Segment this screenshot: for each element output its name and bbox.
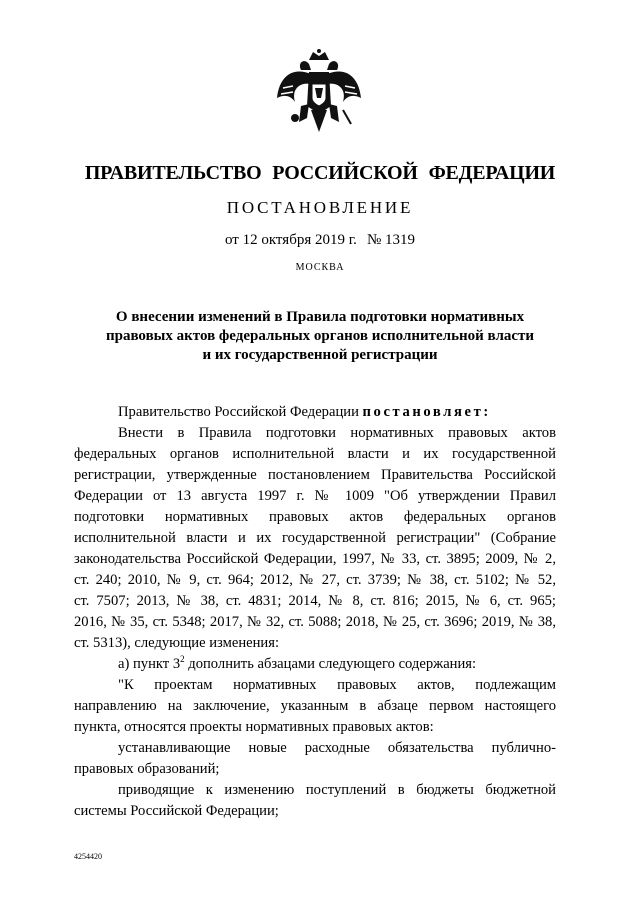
item-a-suffix: дополнить абзацами следующего содержания: [184, 656, 477, 672]
body-line: ст. 7507; 2013, № 38, ст. 4831; 2014, № 8, ст. 816; 2015, № 6, ст. 965; [74, 593, 556, 609]
document-subject [100, 308, 540, 365]
item-a-line [74, 654, 556, 675]
body-line: Федерации от 13 августа 1997 г. № 1009 "Об утверждении Правил [74, 488, 556, 504]
item-a-superscript: 2 [180, 654, 185, 665]
subject-line: и их государственной регистрации [202, 347, 438, 363]
quote-line: правовых образований; [74, 761, 220, 777]
body-line: 2016, № 35, ст. 5348; 2017, № 32, ст. 5088; 2018, № 25, ст. 3696; 2019, № 38, [74, 614, 556, 630]
subject-line: правовых актов федеральных органов исполнительной власти [105, 328, 535, 344]
document-date-number [0, 232, 640, 249]
document-date: от 12 октября 2019 г. [224, 232, 357, 248]
document-number: № 1319 [366, 232, 415, 248]
body-line: законодательства Российской Федерации, 1997, № 33, ст. 3895; 2009, № 2, [74, 551, 556, 567]
city: МОСКВА [295, 262, 345, 273]
quote-line: приводящие к изменению поступлений в бюджеты бюджетной [118, 782, 556, 798]
item-a-prefix: а) пункт 3 [118, 656, 181, 672]
document-body [74, 402, 556, 822]
government-title: ПРАВИТЕЛЬСТВО РОССИЙСКОЙ ФЕДЕРАЦИИ [84, 162, 556, 184]
quote-line: направлению на заключение, указанным в абзаце первом настоящего [74, 698, 556, 714]
intro-decree-word: постановляет: [362, 404, 491, 420]
body-line: подготовки нормативных правовых актов федеральных органов [74, 509, 556, 525]
body-line: федеральных органов исполнительной власти и их государственной [74, 446, 556, 462]
quote-line: "К проектам нормативных правовых актов, подлежащим [118, 677, 556, 693]
body-line: исполнительной власти и их государственной регистрации" (Собрание [74, 530, 556, 546]
body-line: регистрации, утвержденные постановлением Правительства Российской [74, 467, 556, 483]
body-line: Внести в Правила подготовки нормативных правовых актов [118, 425, 556, 441]
document-type: ПОСТАНОВЛЕНИЕ [226, 198, 414, 217]
quote-line: пункта, относятся проекты нормативных правовых актов: [74, 719, 434, 735]
body-line: ст. 5313), следующие изменения: [74, 635, 279, 651]
quote-line: устанавливающие новые расходные обязательства публично- [118, 740, 556, 756]
quote-line: системы Российской Федерации; [74, 803, 279, 819]
intro-line [74, 402, 556, 423]
intro-prefix: Правительство Российской Федерации [118, 404, 359, 420]
body-line: ст. 240; 2010, № 9, ст. 964; 2012, № 27, ст. 3739; № 38, ст. 5102; № 52, [74, 572, 556, 588]
russian-coat-of-arms-icon [271, 48, 367, 140]
document-code: 4254420 [74, 852, 102, 861]
subject-line: О внесении изменений в Правила подготовки нормативных [115, 309, 525, 325]
